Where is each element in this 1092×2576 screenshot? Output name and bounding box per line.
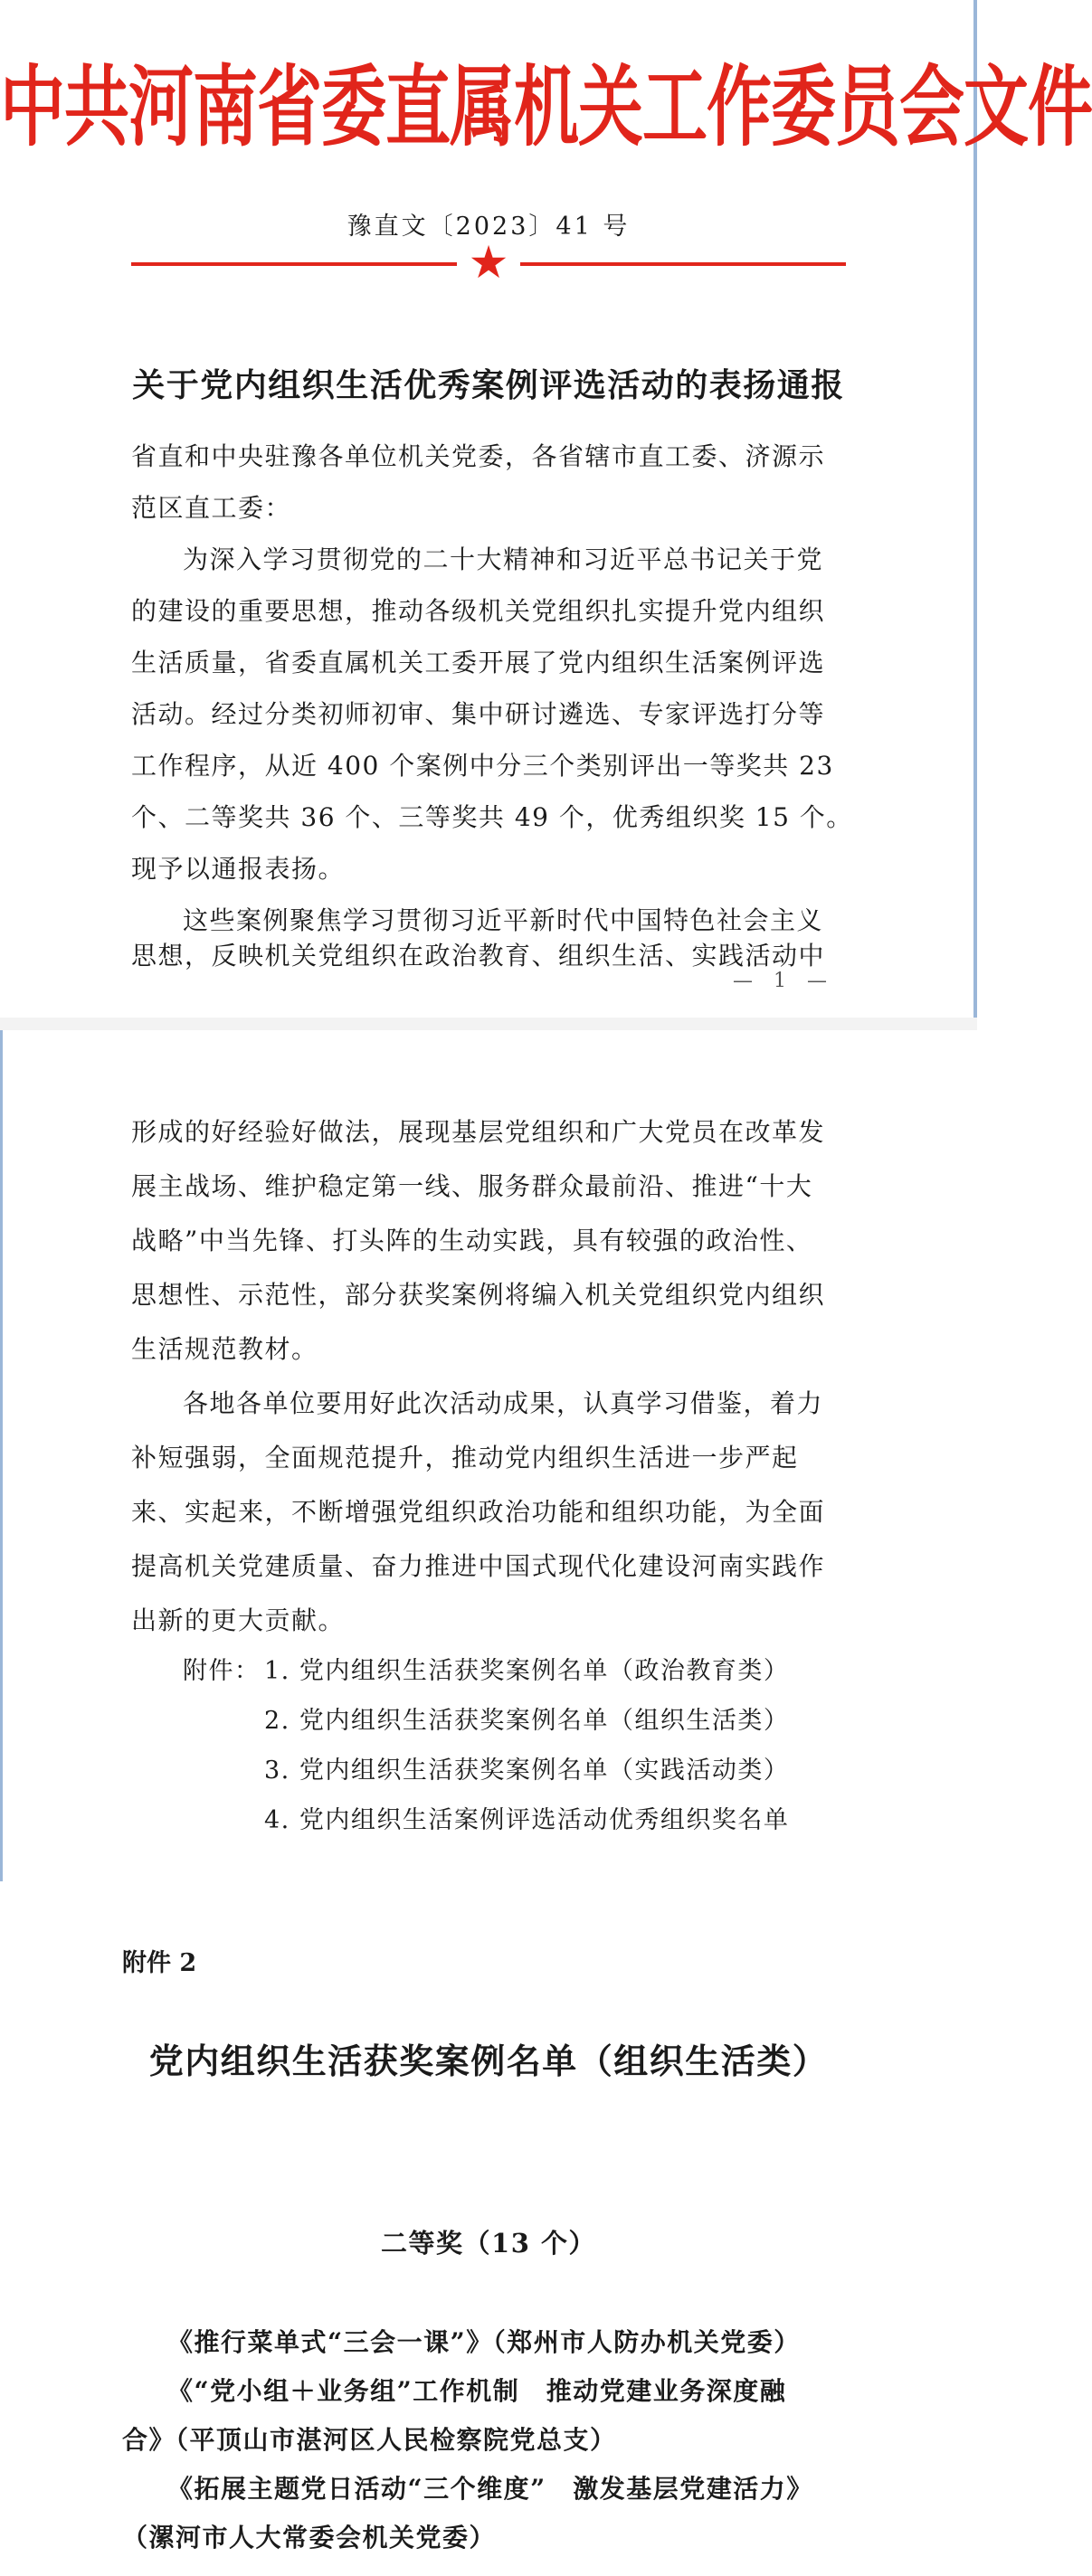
- body-line: 现予以通报表扬。: [131, 854, 346, 884]
- attachment-item: 1. 党内组织生活获奖案例名单（政治教育类）: [264, 1657, 790, 1685]
- body-line: 的建设的重要思想，推动各级机关党组织扎实提升党内组织: [131, 596, 826, 626]
- body-line: 生活质量，省委直属机关工委开展了党内组织生活案例评选: [131, 648, 826, 677]
- red-rule-left: [131, 262, 457, 266]
- body-line: 省直和中央驻豫各单位机关党委，各省辖市直工委、济源示: [131, 441, 826, 471]
- award-entry-line: 合》（平顶山市湛河区人民检察院党总支）: [122, 2425, 617, 2455]
- page-edge-left: [0, 1022, 3, 1881]
- body-line: 提高机关党建质量、奋力推进中国式现代化建设河南实践作: [131, 1551, 826, 1581]
- body-line: 出新的更大贡献。: [131, 1605, 346, 1635]
- body-line: 工作程序，从近 400 个案例中分三个类别评出一等奖共 23: [131, 751, 834, 781]
- org-title: 中共河南省委直属机关工作委员会文件: [0, 55, 1092, 158]
- attachment-item: 2. 党内组织生活获奖案例名单（组织生活类）: [264, 1707, 790, 1735]
- attachment-item: 3. 党内组织生活获奖案例名单（实践活动类）: [264, 1757, 790, 1785]
- body-line: 展主战场、维护稳定第一线、服务群众最前沿、推进“十大: [131, 1171, 813, 1201]
- notice-title: 关于党内组织生活优秀案例评选活动的表扬通报: [132, 366, 845, 404]
- list-title: 党内组织生活获奖案例名单（组织生活类）: [148, 2041, 829, 2081]
- body-line: 思想，反映机关党组织在政治教育、组织生活、实践活动中: [131, 941, 826, 971]
- body-line: 各地各单位要用好此次活动成果，认真学习借鉴，着力: [183, 1388, 824, 1418]
- body-line: 个、二等奖共 36 个、三等奖共 49 个，优秀组织奖 15 个。: [131, 802, 853, 832]
- body-line: 思想性、示范性，部分获奖案例将编入机关党组织党内组织: [131, 1280, 826, 1310]
- award-entry-line: （漯河市人大常委会机关党委）: [122, 2523, 497, 2552]
- red-star-icon: ★: [468, 236, 509, 289]
- award-entry-line: 《拓展主题党日活动“三个维度” 激发基层党建活力》: [167, 2474, 813, 2504]
- attachment-item: 4. 党内组织生活案例评选活动优秀组织奖名单: [264, 1806, 790, 1834]
- body-line: 补短强弱，全面规范提升，推动党内组织生活进一步严起: [131, 1443, 799, 1473]
- prize-title: 二等奖（13 个）: [381, 2228, 596, 2259]
- annex-label: 附件 2: [122, 1949, 197, 1977]
- attachments-label: 附件：: [183, 1657, 261, 1685]
- body-line: 形成的好经验好做法，展现基层党组织和广大党员在改革发: [131, 1117, 826, 1147]
- red-rule-right: [520, 262, 846, 266]
- page-number: — 1 —: [733, 970, 834, 992]
- body-line: 为深入学习贯彻党的二十大精神和习近平总书记关于党: [183, 545, 824, 574]
- award-entry-line: 《推行菜单式“三会一课”》（郑州市人防办机关党委）: [167, 2327, 801, 2357]
- body-line: 这些案例聚焦学习贯彻习近平新时代中国特色社会主义: [183, 905, 824, 935]
- body-line: 战略”中当先锋、打头阵的生动实践，具有较强的政治性、: [131, 1226, 813, 1255]
- body-line: 生活规范教材。: [131, 1334, 318, 1364]
- body-line: 活动。经过分类初师初审、集中研讨遴选、专家评选打分等: [131, 699, 826, 729]
- body-line: 来、实起来，不断增强党组织政治功能和组织功能，为全面: [131, 1497, 826, 1527]
- award-entry-line: 《“党小组＋业务组”工作机制 推动党建业务深度融: [167, 2376, 787, 2406]
- body-line: 范区直工委：: [131, 493, 292, 523]
- page-separator: [0, 1018, 977, 1030]
- document-number: 豫直文〔2023〕41 号: [347, 213, 631, 241]
